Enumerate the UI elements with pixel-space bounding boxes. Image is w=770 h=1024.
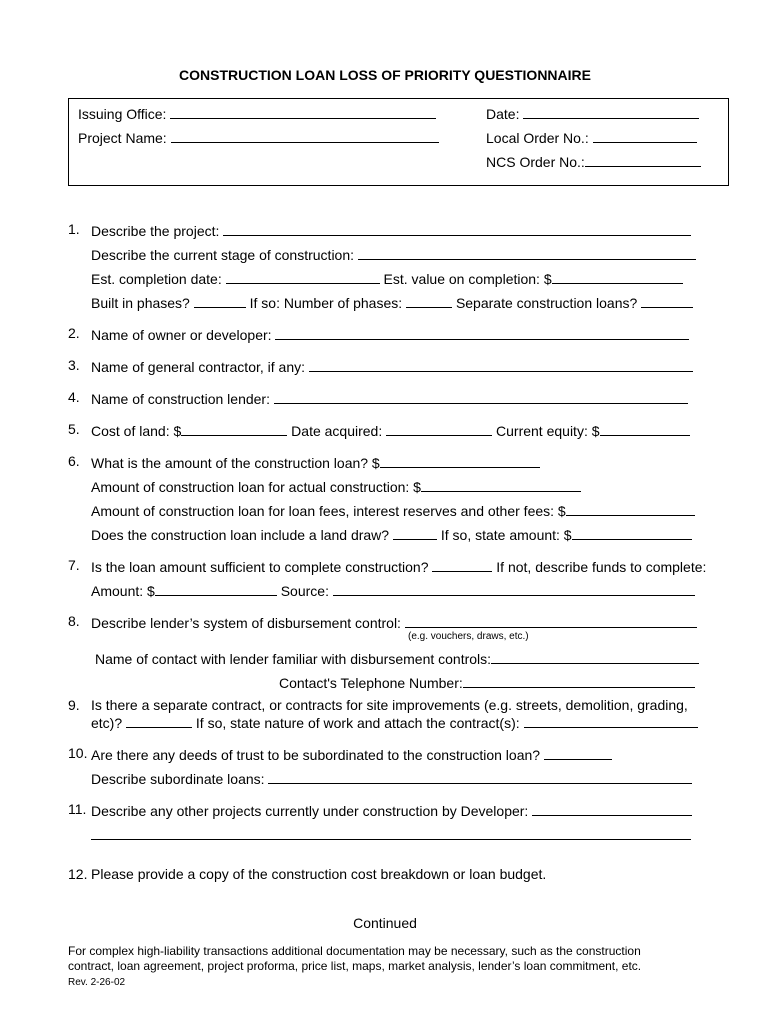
disbursement-control-label: Describe lender’s system of disbursement control: [91,615,401,631]
q8-row-contact [95,649,699,667]
current-equity-field[interactable] [600,421,690,436]
cost-of-land-field[interactable] [181,421,287,436]
q11-row-2 [91,825,691,843]
revision-label: Rev. 2-26-02 [68,977,126,988]
construction-lender-label: Name of construction lender: [91,391,270,407]
q8-number: 8. [68,613,80,629]
ncs-order-label: NCS Order No.: [486,154,585,170]
q6-row-actual [91,477,581,495]
contact-name-field[interactable] [491,649,699,664]
other-projects-label: Describe any other projects currently under construction by Developer: [91,803,529,819]
q1-row-stage [91,245,696,263]
general-contractor-field[interactable] [309,357,693,372]
project-name-label: Project Name: [78,130,167,146]
cost-breakdown-label: Please provide a copy of the construction cost breakdown or loan budget. [91,866,547,882]
completion-date-label: Est. completion date: [91,271,222,287]
owner-developer-field[interactable] [275,325,689,340]
number-of-phases-field[interactable] [406,293,452,308]
q1-row-project [91,221,691,239]
completion-date-field[interactable] [226,269,380,284]
q1-row-phases [91,293,693,311]
built-in-phases-field[interactable] [194,293,246,308]
describe-project-field[interactable] [223,221,691,236]
funds-amount-label: Amount: $ [91,583,155,599]
loan-amount-field[interactable] [380,453,540,468]
date-row [486,104,699,122]
q6-row-land-draw [91,525,692,543]
funds-amount-field[interactable] [155,581,277,596]
describe-project-label: Describe the project: [91,223,220,239]
q11-number: 11. [68,801,87,817]
built-in-phases-label: Built in phases? [91,295,190,311]
q4-number: 4. [68,389,80,405]
q9-line1: Is there a separate contract, or contracts for site improvements (e.g. streets, demolition, grading, [91,697,688,713]
value-on-completion-label: Est. value on completion: $ [383,271,552,287]
other-projects-field[interactable] [532,801,692,816]
actual-construction-field[interactable] [421,477,581,492]
date-field[interactable] [523,104,699,119]
q8-row-phone [279,673,695,691]
deeds-of-trust-field[interactable] [544,745,612,760]
local-order-field[interactable] [593,128,697,143]
separate-loans-label: Separate construction loans? [455,295,638,311]
page-title: CONSTRUCTION LOAN LOSS OF PRIORITY QUESTIONNAIRE [179,67,591,83]
q4-row [91,389,688,407]
q7-row-amount-source [91,581,695,599]
q9-row-2 [91,713,698,731]
cost-of-land-label: Cost of land: $ [91,423,182,439]
q3-number: 3. [68,357,80,373]
q7-row-sufficient [91,557,706,575]
footer-line-2: contract, loan agreement, project proforma, price list, maps, market analysis, lender’s loan commitment, etc. [68,959,642,973]
state-amount-label: If so, state amount: $ [440,527,572,543]
loan-amount-label: What is the amount of the construction loan? $ [91,455,380,471]
q9-number: 9. [68,697,80,713]
q10-number: 10. [68,745,88,761]
current-stage-field[interactable] [358,245,696,260]
disbursement-control-field[interactable] [405,613,697,628]
current-stage-label: Describe the current stage of construction: [91,247,355,263]
other-projects-field-2[interactable] [91,825,691,840]
issuing-office-row [78,104,436,122]
contact-name-label: Name of contact with lender familiar with disbursement controls: [95,651,492,667]
general-contractor-label: Name of general contractor, if any: [91,359,305,375]
land-draw-field[interactable] [393,525,437,540]
nature-of-work-field[interactable] [524,713,698,728]
number-of-phases-label: If so: Number of phases: [249,295,403,311]
q5-row [91,421,690,439]
subordinate-loans-field[interactable] [268,769,692,784]
q12-number: 12. [68,866,88,882]
q1-number: 1. [68,221,80,237]
q9-etc-label: etc)? [91,715,123,731]
disbursement-hint: (e.g. vouchers, draws, etc.) [408,631,529,642]
q5-number: 5. [68,421,80,437]
nature-of-work-label: If so, state nature of work and attach the contract(s): [195,715,520,731]
subordinate-loans-label: Describe subordinate loans: [91,771,265,787]
date-acquired-field[interactable] [386,421,492,436]
q2-row [91,325,689,343]
deeds-of-trust-label: Are there any deeds of trust to be subordinated to the construction loan? [91,747,541,763]
q3-row [91,357,693,375]
q6-number: 6. [68,453,80,469]
sufficient-label: Is the loan amount sufficient to complete construction? [91,559,429,575]
issuing-office-field[interactable] [170,104,436,119]
value-on-completion-field[interactable] [552,269,683,284]
q11-row [91,801,692,819]
q1-row-completion [91,269,683,287]
source-label: Source: [280,583,329,599]
q7-number: 7. [68,557,80,573]
local-order-label: Local Order No.: [486,130,589,146]
state-amount-field[interactable] [572,525,692,540]
owner-developer-label: Name of owner or developer: [91,327,272,343]
q10-row-describe [91,769,692,787]
contact-phone-label: Contact's Telephone Number: [279,675,463,691]
if-not-label: If not, describe funds to complete: [496,559,707,575]
current-equity-label: Current equity: $ [496,423,600,439]
q6-row-fees [91,501,695,519]
separate-loans-field[interactable] [641,293,693,308]
project-name-row [78,128,439,146]
actual-construction-label: Amount of construction loan for actual construction: $ [91,479,421,495]
contact-phone-field[interactable] [463,673,695,688]
ncs-order-row [486,152,701,170]
date-label: Date: [486,106,520,122]
ncs-order-field[interactable] [585,152,701,167]
site-improvements-field[interactable] [126,713,192,728]
sufficient-field[interactable] [432,557,492,572]
footer-line-1: For complex high-liability transactions additional documentation may be necessary, such as the construction [68,944,641,958]
land-draw-label: Does the construction loan include a land draw? [91,527,390,543]
loan-fees-field[interactable] [566,501,695,516]
issuing-office-label: Issuing Office: [78,106,167,122]
q6-row-amount [91,453,540,471]
construction-lender-field[interactable] [274,389,688,404]
local-order-row [486,128,697,146]
date-acquired-label: Date acquired: [291,423,383,439]
source-field[interactable] [333,581,695,596]
q10-row [91,745,612,763]
project-name-field[interactable] [171,128,439,143]
continued-label: Continued [353,915,417,931]
q8-row-disbursement [91,613,697,631]
loan-fees-label: Amount of construction loan for loan fees, interest reserves and other fees: $ [91,503,566,519]
q2-number: 2. [68,325,80,341]
